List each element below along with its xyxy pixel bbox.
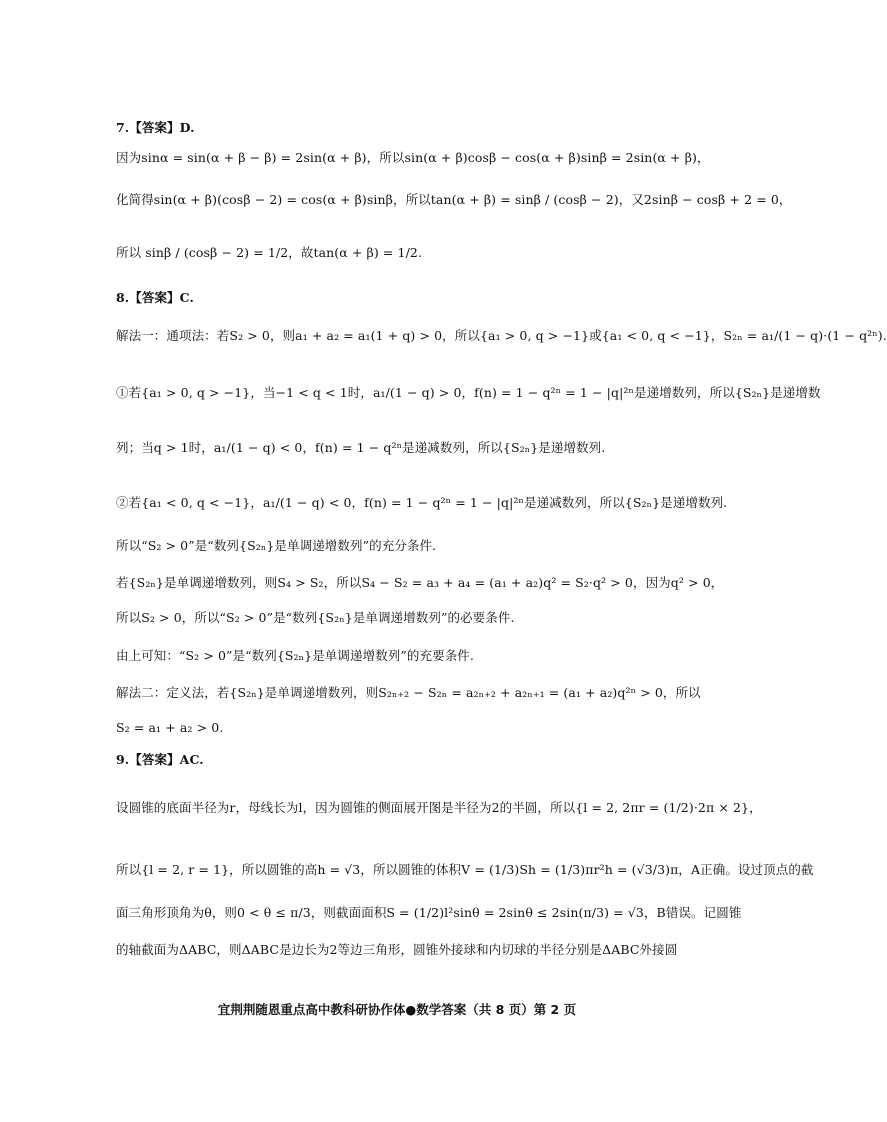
solution-line: 若{S₂ₙ}是单调递增数列，则S₄ > S₂，所以S₄ − S₂ = a₃ + a₄ = (a₁ + a₂)q² = S₂·q² > 0，因为q² > 0，	[116, 575, 724, 590]
solution-line: S₂ = a₁ + a₂ > 0.	[116, 720, 224, 735]
solution-line: 化简得sin(α + β)(cosβ − 2) = cos(α + β)sinβ，所以tan(α + β) = sinβ / (cosβ − 2)，又2sinβ − cosβ + 2 = 0，	[116, 192, 792, 207]
solution-line: 所以“S₂ > 0”是“数列{S₂ₙ}是单调递增数列”的充分条件.	[116, 538, 437, 553]
solution-line: ②若{a₁ < 0, q < −1}，a₁/(1 − q) < 0，f(n) = 1 − q²ⁿ = 1 − |q|²ⁿ是递减数列，所以{S₂ₙ}是递增数列.	[116, 495, 728, 510]
solution-line: ①若{a₁ > 0, q > −1}，当−1 < q < 1时，a₁/(1 − q) > 0，f(n) = 1 − q²ⁿ = 1 − |q|²ⁿ是递增数列，所以{S₂ₙ}是递增数	[116, 385, 821, 400]
solution-line: 所以S₂ > 0，所以“S₂ > 0”是“数列{S₂ₙ}是单调递增数列”的必要条件.	[116, 610, 515, 625]
solution-line: 因为sinα = sin(α + β − β) = 2sin(α + β)，所以sin(α + β)cosβ − cos(α + β)sinβ = 2sin(α + β)，	[116, 150, 710, 165]
solution-line: 列；当q > 1时，a₁/(1 − q) < 0，f(n) = 1 − q²ⁿ是递减数列，所以{S₂ₙ}是递增数列.	[116, 440, 606, 455]
solution-line: 所以{l = 2, r = 1}，所以圆锥的高h = √3，所以圆锥的体积V = (1/3)Sh = (1/3)πr²h = (√3/3)π，A正确。设过顶点的截	[116, 862, 814, 877]
solution-line: 面三角形顶角为θ，则0 < θ ≤ π/3，则截面面积S = (1/2)l²sinθ = 2sinθ ≤ 2sin(π/3) = √3，B错误。记圆锥	[116, 905, 742, 920]
answer-heading: 8.【答案】C.	[116, 290, 194, 305]
answer-heading: 9.【答案】AC.	[116, 752, 204, 767]
answer-heading: 7.【答案】D.	[116, 120, 195, 135]
solution-line: 解法二：定义法，若{S₂ₙ}是单调递增数列，则S₂ₙ₊₂ − S₂ₙ = a₂ₙ₊₂ + a₂ₙ₊₁ = (a₁ + a₂)q²ⁿ > 0，所以	[116, 685, 701, 700]
page-footer: 宜荆荆随恩重点高中教科研协作体●数学答案（共 8 页）第 2 页	[217, 1002, 577, 1017]
solution-line: 的轴截面为ΔABC，则ΔABC是边长为2等边三角形，圆锥外接球和内切球的半径分别是ΔABC外接圆	[116, 942, 678, 957]
solution-line: 由上可知：“S₂ > 0”是“数列{S₂ₙ}是单调递增数列”的充要条件.	[116, 648, 474, 663]
solution-line: 解法一：通项法：若S₂ > 0，则a₁ + a₂ = a₁(1 + q) > 0，所以{a₁ > 0, q > −1}或{a₁ < 0, q < −1}，S₂ₙ = a₁/(1 − q)·(1 − q²ⁿ).	[116, 328, 887, 343]
solution-line: 所以 sinβ / (cosβ − 2) = 1/2，故tan(α + β) = 1/2.	[116, 245, 423, 260]
solution-line: 设圆锥的底面半径为r，母线长为l，因为圆锥的侧面展开图是半径为2的半圆，所以{l = 2, 2πr = (1/2)·2π × 2}，	[116, 800, 762, 815]
